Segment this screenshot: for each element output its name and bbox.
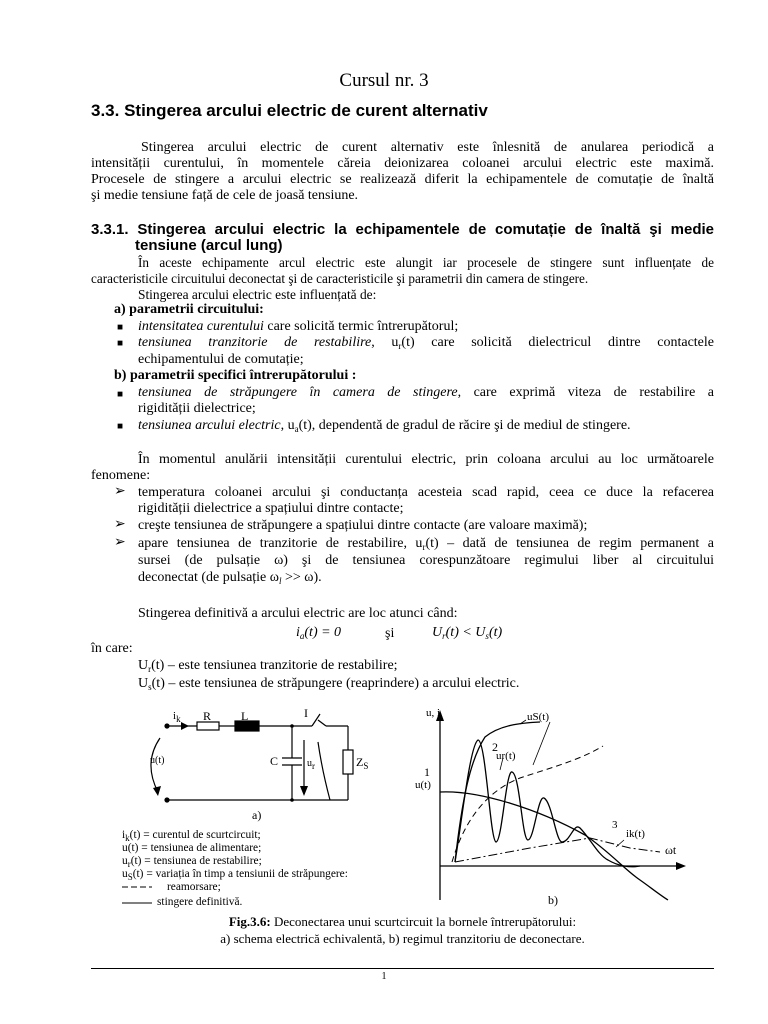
plot-label-3: 3 [612, 819, 618, 831]
label-switch: I [304, 706, 308, 720]
in-care: în care: [91, 641, 133, 656]
group-b-item-1: tensiunea de străpungere în camera de stingere, care exprimă viteza de restabilire a [138, 385, 714, 400]
legend-ut: u(t) = tensiunea de alimentare; [122, 842, 262, 854]
label-c: C [270, 754, 279, 768]
definition-ur: $U_r(t)$ – este tensiunea tranzitorie de restabilire; [138, 658, 398, 674]
intro-line-2: intensității curentului, în momentele căreia deionizarea coloanei arcului electric este maximă. [91, 156, 714, 171]
intro-line-1: Stingerea arcului electric de curent alternativ este înlesnită de anularea periodică a [141, 140, 714, 155]
label-ik: $i_k$ [173, 710, 181, 724]
phenomenon-2: creşte tensiunea de străpungere a spațiului dintre contacte (are valoare maximă); [138, 518, 588, 533]
label-l: L [241, 709, 249, 723]
label-ur: $u_r$ [307, 758, 315, 771]
para1-line-2: caracteristicile circuitului deconectat şi de caracteristicile şi parametrii din camera de stingere. [91, 271, 589, 286]
group-a-item-2: tensiunea tranzitorie de restabilire, $u_r(t)$ care solicită dielectricul dintre contactele [138, 335, 714, 351]
para3-line-1: În momentul anulării intensității curentului electric, prin coloana arcului au loc următoarele [138, 452, 714, 467]
bullet-icon: ■ [117, 338, 124, 349]
arrow-bullet-icon: ➢ [114, 517, 126, 532]
pointer [533, 722, 550, 765]
curve-ur [455, 740, 640, 867]
group-b-heading: b) parametrii specifici întrerupătorului : [114, 368, 357, 383]
phenomenon-1-cont: rigidității dielectrice a spațiului dintre contacte; [138, 501, 404, 516]
plot-yaxis-label: u, i [426, 707, 441, 719]
figure-caption: Fig.3.6: Deconectarea unui scurtcircuit la bornele întrerupătorului: [228, 914, 577, 929]
curve-ik [455, 838, 660, 862]
formula-right: $U_r(t) < U_s(t)$ [432, 625, 503, 641]
phenomenon-3-cont-2: deconectat (de pulsație $\omega_l >> \omega$). [138, 570, 322, 586]
group-a-item-1: intensitatea curentului care solicită termic întrerupătorul; [138, 319, 459, 334]
bullet-icon: ■ [117, 421, 124, 432]
final-condition: Stingerea definitivă a arcului electric are loc atunci când: [138, 606, 458, 621]
curve-ut [440, 792, 668, 900]
tag-b: b) [548, 893, 558, 907]
section-title: 3.3. Stingerea arcului electric de curent alternativ [91, 101, 488, 120]
label-source-ut: u(t) [150, 755, 165, 766]
group-a-heading: a) parametrii circuitului: [114, 302, 264, 317]
legend-ur: $u_r(t)$ = tensiunea de restabilire; [122, 855, 262, 869]
course-title: Cursul nr. 3 [339, 70, 429, 91]
phenomenon-3: apare tensiunea de tranzitorie de restabilire, $u_r(t)$ – dată de tensiunea de regim permanent a [138, 536, 714, 552]
arrow-bullet-icon: ➢ [114, 535, 126, 550]
intro-line-3: Procesele de stingere a arcului electric se realizează diferit la echipamentele de comutație de înaltă [91, 172, 714, 187]
label-zs: $Z_S$ [356, 755, 369, 771]
plot-label-2: 2 [492, 740, 498, 754]
bullet-icon: ■ [117, 322, 124, 333]
label-r: R [203, 709, 212, 723]
plot-label-1: 1 [424, 765, 430, 779]
legend-us: $u_S(t)$ = variația în timp a tensiunii de străpungere: [122, 868, 348, 882]
footer-divider [91, 968, 714, 969]
bullet-icon: ■ [117, 389, 124, 400]
axis-arrow-icon [676, 862, 686, 870]
definition-us: $U_s(t)$ – este tensiunea de străpungere (reaprindere) a arcului electric. [138, 676, 520, 692]
arrow-bullet-icon: ➢ [114, 484, 126, 499]
tag-a: a) [252, 808, 262, 822]
subsection-title-cont: tensiune (arcul lung) [135, 237, 283, 254]
plot-label-wt: ωt [665, 843, 677, 857]
formula-conj: şi [385, 626, 395, 641]
legend-stingere: stingere definitivă. [157, 896, 243, 908]
legend-ik: $i_k(t)$ = curentul de scurtcircuit; [122, 829, 261, 843]
group-a-item-2-cont: echipamentului de comutație; [138, 352, 304, 367]
formula-left: $i_a(t) = 0$ [296, 625, 342, 641]
intro-line-4: şi medie tensiune față de cele de joasă tensiune. [91, 188, 359, 203]
plot-label-ut: u(t) [415, 779, 431, 791]
group-b-item-1-cont: rigidității dielectrice; [138, 401, 256, 416]
phenomenon-3-cont: sursei (de pulsație ω) şi de tensiunea corespunzătoare regimului liber al circuitului [138, 553, 714, 568]
curve-us-dashed [452, 746, 603, 862]
legend-reamorsare: reamorsare; [167, 881, 221, 893]
plot-label-ik: ik(t) [626, 828, 645, 840]
para2: Stingerea arcului electric este influențată de: [138, 287, 377, 302]
phenomenon-1: temperatura coloanei arcului şi conductanța acesteia scad rapid, ceea ce duce la refacerea [138, 485, 714, 500]
group-b-item-2: tensiunea arcului electric, $u_a(t)$, dependentă de gradul de răcire şi de mediul de stingere. [138, 418, 631, 434]
plot-label-ur: ur(t) [496, 750, 516, 762]
page-number: 1 [381, 971, 387, 982]
figure-caption-line-2: a) schema electrică echivalentă, b) regimul tranzitoriu de deconectare. [220, 931, 585, 946]
subsection-title: 3.3.1. Stingerea arcului electric la echipamentele de comutație de înaltă şi medie [91, 221, 714, 238]
para3-line-2: fenomene: [91, 468, 151, 483]
plot-label-us: uS(t) [527, 711, 549, 723]
para1-line-1: În aceste echipamente arcul electric este alungit iar procesele de stingere sunt influențate de [138, 255, 714, 270]
